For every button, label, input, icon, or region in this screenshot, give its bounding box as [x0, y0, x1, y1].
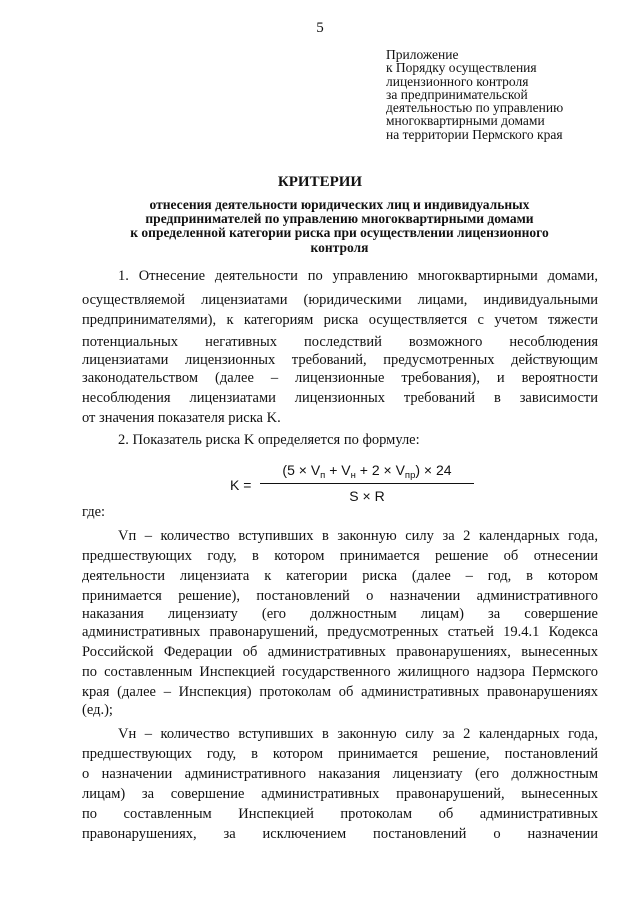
- subtitle-line: предпринимателей по управлению многоквартирными домами: [145, 211, 534, 227]
- appendix-line: к Порядку осуществления: [386, 60, 537, 76]
- formula-numerator: [262, 462, 472, 481]
- appendix-line: лицензионного контроля: [386, 73, 529, 89]
- page-number: 5: [316, 20, 324, 36]
- subtitle-line: отнесения деятельности юридических лиц и индивидуальных: [149, 197, 530, 212]
- paragraph-vn-line: лицам) за совершение административных правонарушений, вынесенных: [82, 786, 598, 802]
- paragraph-1-line: законодательством (далее – лицензионные требования), и вероятности: [82, 370, 598, 386]
- where-label: где:: [82, 504, 106, 520]
- formula-lhs: K =: [230, 477, 252, 493]
- paragraph-vn-line: по составленным Инспекцией протоколам об административных: [82, 806, 598, 822]
- formula-text: + 2 × V: [355, 462, 405, 478]
- paragraph-vn-line: правонарушениях, за исключением постановлений о назначении: [82, 826, 598, 842]
- appendix-block: [386, 48, 626, 141]
- paragraph-vn-line: Vн – количество вступивших в законную силу за 2 календарных года,: [118, 726, 598, 742]
- paragraph-vp-line: предшествующих году, в котором принимается решение об отнесении: [82, 548, 598, 564]
- document-subtitle: [92, 198, 587, 255]
- paragraph-vp-line: административных правонарушений, предусмотренных статьей 19.4.1 Кодекса: [82, 624, 598, 640]
- paragraph-1-line: предпринимателями), к категориям риска осуществляется с учетом тяжести: [82, 312, 598, 328]
- paragraph-1-line: осуществляемой лицензиатами (юридическими лицами, индивидуальными: [82, 292, 598, 308]
- formula-subscript: п: [320, 470, 326, 481]
- appendix-line: Приложение: [386, 47, 459, 62]
- paragraph-vp-line: (ед.);: [82, 702, 113, 718]
- formula-subscript: пр: [404, 470, 416, 481]
- paragraph-vp-line: края (далее – Инспекция) протоколам об административных правонарушениях: [82, 684, 598, 700]
- paragraph-vn-line: о назначении административного наказания лицензиату (его должностным: [82, 766, 598, 782]
- paragraph-vp-line: принимается решение), постановлений о назначении административного: [82, 588, 598, 604]
- formula-text: + V: [325, 462, 351, 478]
- paragraph-1-line: лицензиатами лицензионных требований, предусмотренных действующим: [82, 352, 598, 368]
- paragraph-vp-line: по составленным Инспекцией государственного жилищного надзора Пермского: [82, 664, 598, 680]
- formula-text: (5 × V: [282, 462, 321, 478]
- appendix-line: за предпринимательской: [386, 86, 528, 102]
- paragraph-vn-line: предшествующих году, в котором принимается решение, постановлений: [82, 746, 598, 762]
- formula-subscript: н: [350, 470, 356, 481]
- appendix-line: многоквартирными домами: [386, 113, 545, 129]
- paragraph-1-line: 1. Отнесение деятельности по управлению многоквартирными домами,: [118, 268, 598, 284]
- fraction-bar: [260, 483, 474, 484]
- formula-denominator: S × R: [349, 488, 385, 504]
- document-title: КРИТЕРИИ: [277, 174, 363, 190]
- subtitle-line: к определенной категории риска при осуществлении лицензионного: [130, 225, 549, 241]
- paragraph-vp-line: наказания лицензиату (его должностным лицам) за совершение: [82, 606, 598, 622]
- paragraph-2: 2. Показатель риска K определяется по формуле:: [118, 432, 420, 448]
- appendix-line: деятельностью по управлению: [386, 100, 564, 116]
- appendix-line: на территории Пермского края: [386, 126, 563, 142]
- paragraph-vp-line: Российской Федерации об административных правонарушениях, вынесенных: [82, 644, 598, 660]
- paragraph-1-line: несоблюдения лицензиатами лицензионных требований в зависимости: [82, 390, 598, 406]
- paragraph-1-line: от значения показателя риска K.: [82, 410, 281, 426]
- paragraph-vp-line: Vп – количество вступивших в законную силу за 2 календарных года,: [118, 528, 598, 544]
- paragraph-1-line: потенциальных негативных последствий возможного несоблюдения: [82, 334, 598, 350]
- subtitle-line: контроля: [310, 239, 369, 255]
- formula-text: ) × 24: [415, 462, 452, 478]
- paragraph-vp-line: деятельности лицензиата к категории риска (далее – год, в котором: [82, 568, 598, 584]
